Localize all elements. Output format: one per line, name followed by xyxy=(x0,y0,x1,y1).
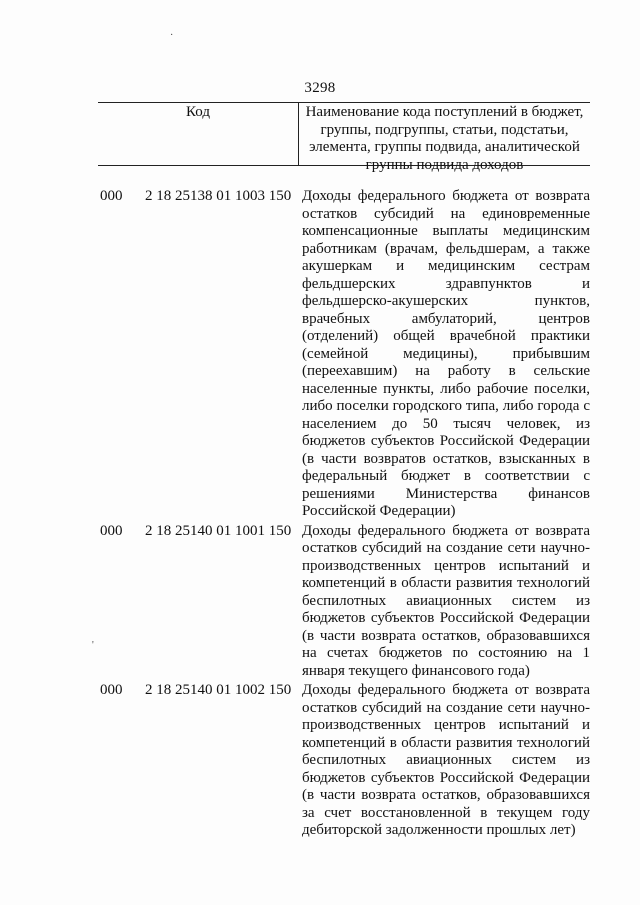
revenue-code: 2 18 25138 01 1003 150 xyxy=(145,188,292,204)
table-row xyxy=(100,188,590,521)
admin-code: 000 xyxy=(100,188,123,204)
admin-code: 000 xyxy=(100,682,123,698)
table-row xyxy=(100,682,590,840)
revenue-code-list xyxy=(100,188,590,842)
table-header xyxy=(98,102,590,173)
revenue-description: Доходы федерального бюджета от возврата остатков субсидий на создание сети научно-производственных центров испытаний и компетенций в области развития технологий беспилотных авиационных систем из бюджетов субъектов Российской Федерации (в части возврата остатков, образовавшихся за счет восстановленной в текущем году дебиторской задолженности прошлых лет) xyxy=(302,682,590,838)
header-code-label: Код xyxy=(98,103,299,165)
revenue-description: Доходы федерального бюджета от возврата остатков субсидий на создание сети научно-производственных центров испытаний и компетенций в области развития технологий беспилотных авиационных систем из бюджетов субъектов Российской Федерации (в части возврата остатков, образовавшихся на счетах бюджетов по состоянию на 1 января текущего финансового года) xyxy=(302,522,590,679)
revenue-code: 2 18 25140 01 1001 150 xyxy=(145,522,292,539)
revenue-code: 2 18 25140 01 1002 150 xyxy=(145,682,292,698)
scan-speck: · xyxy=(170,30,174,41)
header-name-label: Наименование кода поступлений в бюджет, группы, подгруппы, статьи, подстатьи, элемента, группы подвида, аналитической группы подвида доходов xyxy=(305,104,584,173)
table-row xyxy=(100,523,590,681)
revenue-description: Доходы федерального бюджета от возврата остатков субсидий на единовременные компенсационные выплаты медицинским работникам (врачам, фельдшерам, а также акушеркам и медицинским сестрам фельдшерских здравпунктов и фельдшерско-акушерских пунктов, врачебных амбулаторий, центров (отделений) общей врачебной практики (семейной медицины), прибывшим (переехавшим) на работу в сельские населенные пункты, либо рабочие поселки, либо поселки городского типа, либо города с населением до 50 тысяч человек, из бюджетов субъектов Российской Федерации (в части возвратов остатков, взысканных в федеральный бюджет в соответствии с решениями Министерства финансов Российской Федерации) xyxy=(302,188,590,519)
page-number: 3298 xyxy=(304,80,336,96)
admin-code: 000 xyxy=(100,522,123,539)
scan-speck: ' xyxy=(92,640,94,651)
